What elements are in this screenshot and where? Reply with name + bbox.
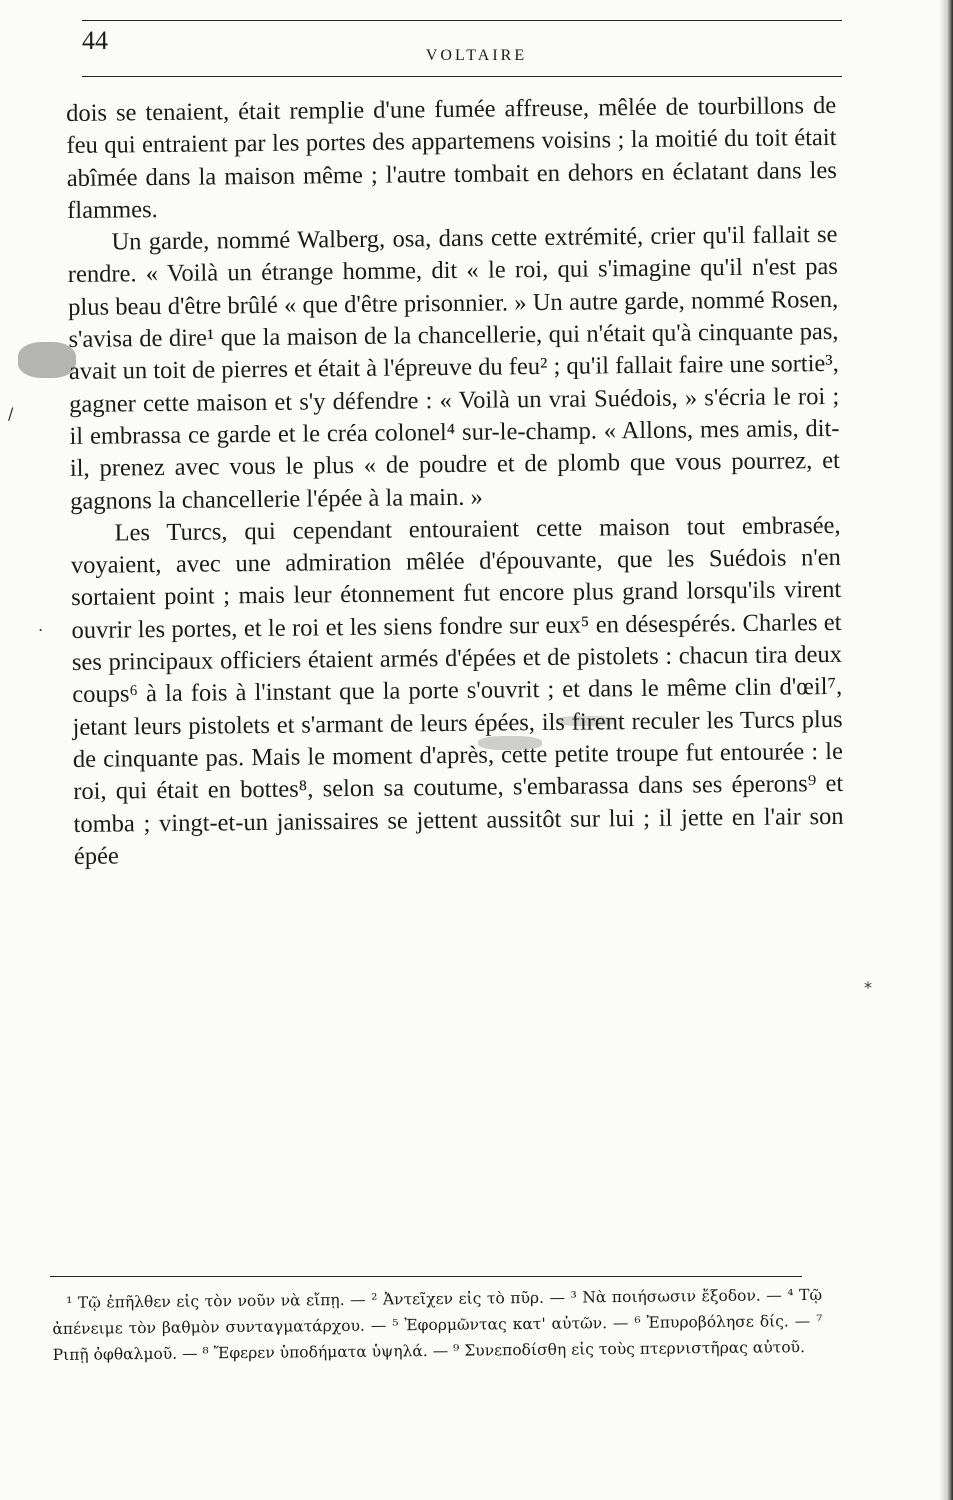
page-number: 44 <box>82 26 108 55</box>
footnote-rule <box>50 1276 802 1277</box>
margin-mark: / <box>8 404 14 423</box>
page-edge-shadow <box>939 0 953 1500</box>
header-bottom-rule <box>82 76 842 77</box>
paragraph: Les Turcs, qui cependant entouraient cette maison tout embrasée, voyaient, avec une admiration mêlée d'épouvante, que les Suédois n'en sortaient point ; mais leur étonnement fut encore plus grand lorsqu'ils virent ouvrir les portes, et le roi et les siens fondre sur eux⁵ en désespérés. Charles et ses principaux officiers étaient armés d'épées et de pistolets : chacun tira deux coups⁶ à la fois à l'instant que la porte s'ouvrit ; et dans le même clin d'œil⁷, jetant leurs pistolets et s'armant de leurs épées, ils firent reculer les Turcs plus de cinquante pas. Mais le moment d'après, cette petite troupe fut entourée : le roi, qui était en bottes⁸, selon sa coutume, s'embarassa dans ses éperons⁹ et tomba ; vingt-et-un janissaires se jettent aussitôt sur lui ; il jette en l'air son épée <box>70 511 844 870</box>
margin-mark: * <box>864 978 872 997</box>
header-top-rule <box>82 20 842 21</box>
paragraph: Un garde, nommé Walberg, osa, dans cette extrémité, crier qu'il fallait se rendre. « Voilà un étrange homme, dit « le roi, qui s'imagine qu'il n'est pas plus beau d'être brûlé « que d'être prisonnier. » Un autre garde, nommé Rosen, s'avisa de dire¹ que la maison de la chancellerie, qui n'était qu'à cinquante pas, avait un toit de pierres et était à l'épreuve du feu² ; qu'il fallait faire une sortie³, gagner cette maison et s'y défendre : « Voilà un vrai Suédois, » s'écria le roi ; il embrassa ce garde et le créa colonel⁴ sur-le-champ. « Allons, mes amis, dit-il, prenez avec vous le plus « de poudre et de plomb que vous pourrez, et gagnons la chancellerie l'épée à la main. » <box>67 221 840 515</box>
main-text <box>66 90 844 873</box>
footnote-block: ¹ Τῷ ἐπῆλθεν εἰς τὸν νοῦν νὰ εἴπῃ. — ² Ἀντεῖχεν εἰς τὸ πῦρ. — ³ Νὰ ποιήσωσιν ἔξοδον. — ⁴ Τῷ ἀπένειμε τὸν βαθμὸν συνταγματάρχου. — ⁵ Ἐφορμῶντας κατ' αὐτῶν. — ⁶ Ἐπυροβόλησε δίς. — ⁷ Ριπῇ ὀφθαλμοῦ. — ⁸ Ἔφερεν ὑποδήματα ὑψηλά. — ⁹ Συνεποδίσθη εἰς τοὺς πτερνιστῆρας αὐτοῦ. <box>52 1285 823 1364</box>
paragraph: dois se tenaient, était remplie d'une fumée affreuse, mêlée de tourbillons de feu qui entraient par les portes des appartemens voisins ; la moitié du toit était abîmée dans la maison même ; l'autre tombait en dehors en éclatant dans les flammes. <box>66 91 837 224</box>
ink-smudge <box>18 342 76 378</box>
running-title: VOLTAIRE <box>425 47 528 64</box>
margin-mark: . <box>38 616 44 635</box>
footnotes <box>52 1282 823 1368</box>
